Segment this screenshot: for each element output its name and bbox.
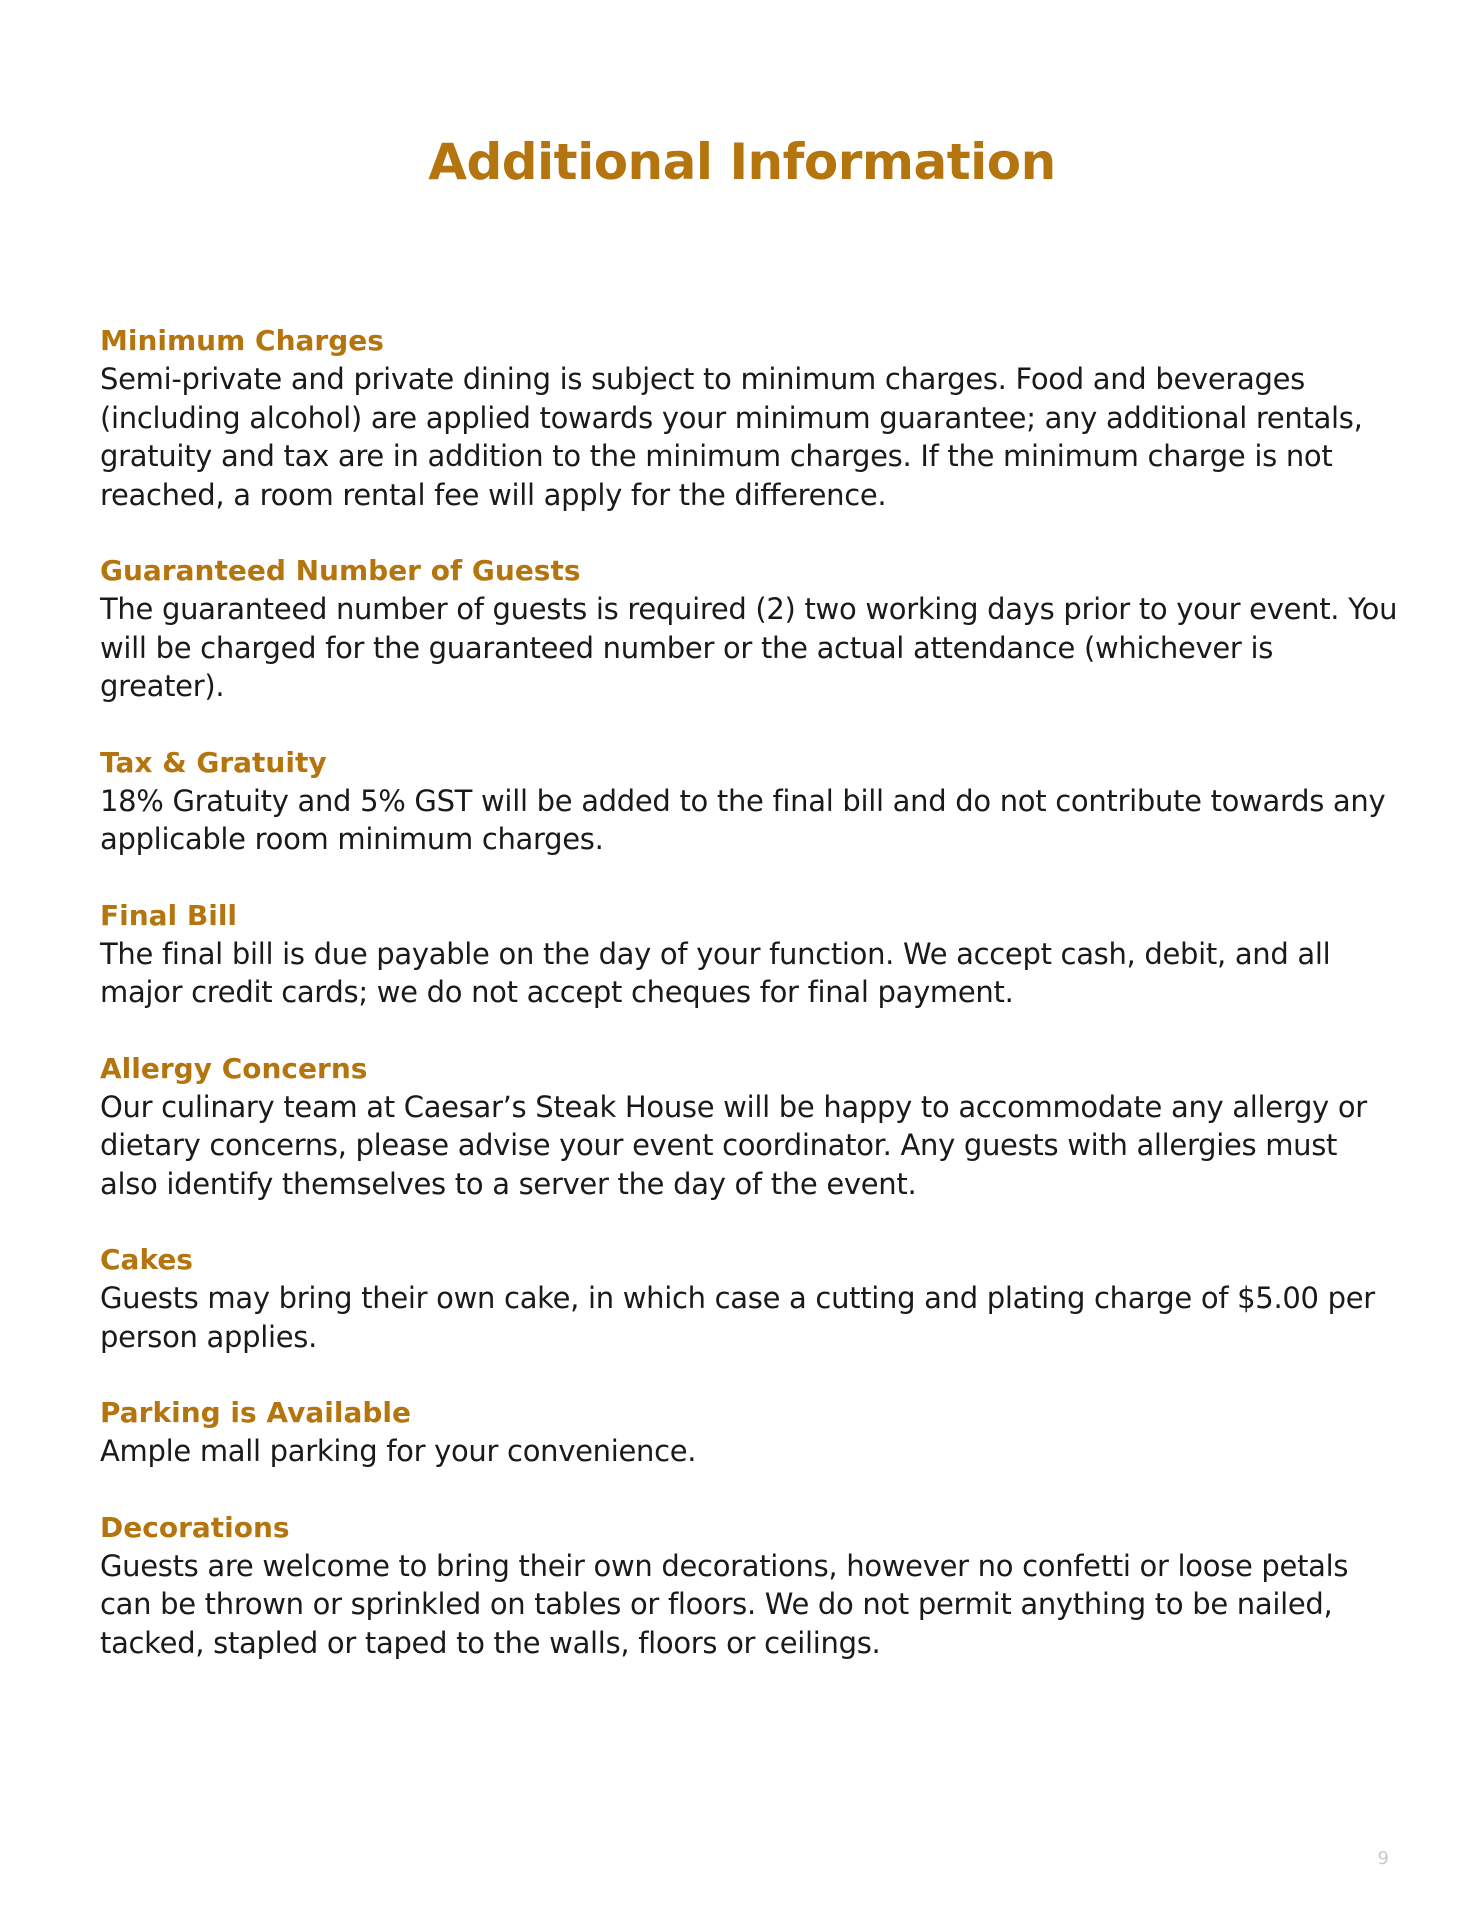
section-body: The final bill is due payable on the day of your function. We accept cash, debit, and all major credit cards; we do not accept cheques for final payment. — [100, 936, 1331, 1009]
page-number: 9 — [1377, 1848, 1389, 1869]
section-heading: Decorations — [100, 1510, 290, 1544]
document-body — [100, 322, 1400, 1700]
section-heading: Tax & Gratuity — [100, 745, 327, 779]
section-heading: Final Bill — [100, 898, 238, 932]
section-body: 18% Gratuity and 5% GST will be added to the final bill and do not contribute towards any applicable room minimum charges. — [100, 783, 1386, 856]
section-body: Guests are welcome to bring their own decorations, however no confetti or loose petals can be thrown or sprinkled on tables or floors. We do not permit anything to be nailed, tacked, stapled or taped to the walls, floors or ceilings. — [100, 1548, 1349, 1660]
section-body: The guaranteed number of guests is required (2) two working days prior to your event. You will be charged for the guaranteed number or the actual attendance (whichever is greater). — [100, 592, 1398, 703]
section-heading: Cakes — [100, 1243, 193, 1276]
section-guaranteed-guests — [100, 552, 1400, 706]
page-title: Additional Information — [428, 133, 1056, 191]
section-parking — [100, 1394, 1400, 1471]
section-body: Our culinary team at Caesar’s Steak House will be happy to accommodate any allergy or dietary concerns, please advise your event coordinator. Any guests with allergies must also identify themselves to a server the day of the event. — [100, 1089, 1367, 1201]
section-final-bill — [100, 897, 1400, 1012]
section-heading: Minimum Charges — [100, 324, 384, 357]
section-heading: Allergy Concerns — [100, 1051, 368, 1085]
section-body: Guests may bring their own cake, in which case a cutting and plating charge of $5.00 per person applies. — [100, 1281, 1375, 1354]
section-heading: Guaranteed Number of Guests — [100, 554, 581, 587]
section-body: Ample mall parking for your convenience. — [100, 1434, 697, 1468]
section-cakes — [100, 1241, 1400, 1356]
section-tax-gratuity — [100, 744, 1400, 859]
section-heading: Parking is Available — [100, 1396, 411, 1429]
section-decorations — [100, 1509, 1400, 1663]
section-body: Semi-private and private dining is subject to minimum charges. Food and beverages (including alcohol) are applied towards your minimum guarantee; any additional rentals, gratuity and tax are in addition to the minimum charges. If the minimum charge is not reached, a room rental fee will apply for the difference. — [100, 362, 1363, 512]
section-allergy-concerns — [100, 1050, 1400, 1204]
section-minimum-charges — [100, 322, 1400, 514]
